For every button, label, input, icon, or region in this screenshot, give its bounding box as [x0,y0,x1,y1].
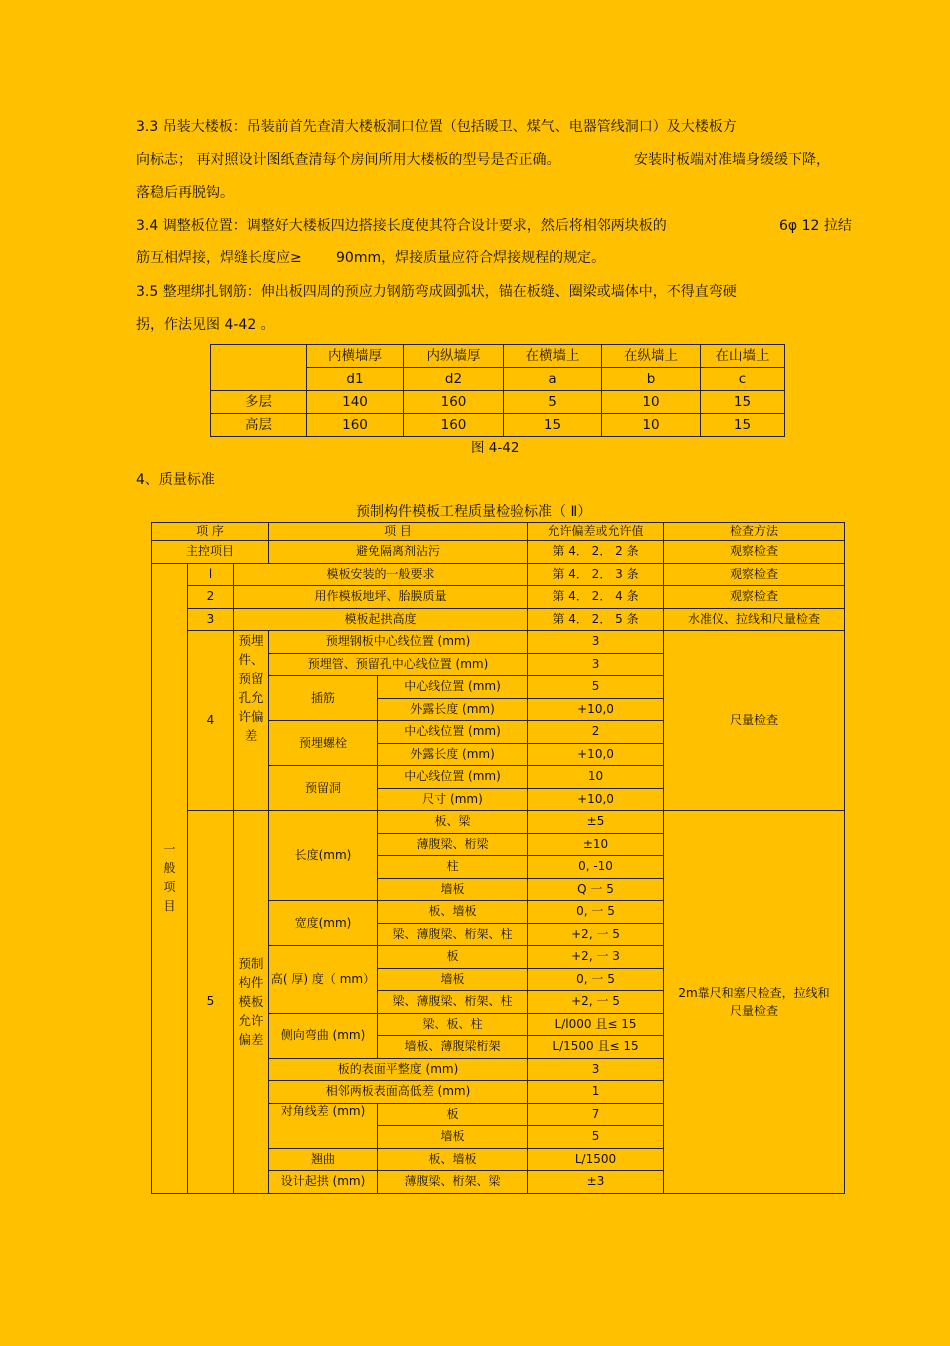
header-cell: 检查方法 [664,523,845,541]
sub-item-cell: 墙板 [378,1126,528,1149]
table-title: 预制构件模板工程质量检验标准（ Ⅱ） [356,504,592,520]
sub-item-cell: 板、墙板 [378,901,528,924]
t1-cell: 10 [602,391,701,414]
sub-item-cell: 中心线位置 (mm) [378,721,528,744]
para-3-4-line2b: 90mm，焊接质量应符合焊接规程的规定。 [336,250,606,266]
sub-item-cell: 梁、薄腹梁、桁架、柱 [378,923,528,946]
quality-standard-table [151,522,845,1194]
category-label: 预制 构件 模板 允许 偏差 [234,811,269,1194]
value-cell: 2 [528,721,664,744]
method-cell: 2m靠尺和塞尺检查，拉线和 尺量检查 [664,811,845,1194]
value-cell: 5 [528,676,664,699]
t1-cell: 高层 [211,414,307,437]
item-cell: 长度(mm) [269,811,378,901]
para-3-3-line2: 向标志； 再对照设计图纸查清每个房间所用大楼板的型号是否正确。 [136,152,561,168]
value-cell: 1 [528,1081,664,1104]
value-cell: Q 一 5 [528,878,664,901]
value-cell: 10 [528,766,664,789]
value-cell: +10,0 [528,788,664,811]
sub-item-cell: 板、梁 [378,811,528,834]
value-cell: +10,0 [528,698,664,721]
sub-item-cell: 外露长度 (mm) [378,743,528,766]
value-cell: L/1500 [528,1148,664,1171]
item-cell: 模板起拱高度 [234,608,528,631]
t1-head: 在山墙上 [701,345,785,368]
value-cell: L/1500 且≤ 15 [528,1036,664,1059]
para-3-5-line1: 3.5 整理绑扎钢筋：伸出板四周的预应力钢筋弯成圆弧状，锚在板缝、圈梁或墙体中，不得直弯硬 [136,284,737,300]
value-cell: 第 4． 2． 4 条 [528,586,664,609]
t1-cell: 10 [602,414,701,437]
item-cell: 用作模板地坪、胎膜质量 [234,586,528,609]
t1-corner [211,345,307,391]
value-cell: 3 [528,1058,664,1081]
value-cell: +2, 一 3 [528,946,664,969]
item-cell: 模板安装的一般要求 [234,563,528,586]
item-cell: 设计起拱 (mm) [269,1171,378,1194]
sub-item-cell: 墙板 [378,968,528,991]
t1-cell: 15 [701,414,785,437]
item-cell: 宽度(mm) [269,901,378,946]
sub-item-cell: 中心线位置 (mm) [378,766,528,789]
method-cell: 水准仪、拉线和尺量检查 [664,608,845,631]
value-cell: 第 4． 2． 2 条 [528,541,664,564]
para-3-4-line2: 筋互相焊接，焊缝长度应≥ [136,250,302,266]
item-cell: 侧向弯曲 (mm) [269,1013,378,1058]
seq-cell: 2 [188,586,234,609]
value-cell: ±3 [528,1171,664,1194]
item-cell: 插筋 [269,676,378,721]
t1-cell: 多层 [211,391,307,414]
table-row [211,391,785,414]
t1-cell: 140 [307,391,404,414]
sub-item-cell: 梁、板、柱 [378,1013,528,1036]
t1-head-sub: c [701,368,785,391]
para-3-5-line2: 拐，作法见图 4-42 。 [136,317,275,333]
value-cell: L/l000 且≤ 15 [528,1013,664,1036]
t1-head-sub: b [602,368,701,391]
fig-4-42-table [210,344,785,437]
t1-head: 内横墙厚 [307,345,404,368]
t1-head-sub: d2 [404,368,504,391]
main-control-label: 主控项目 [152,541,269,564]
t1-head-sub: a [504,368,602,391]
para-3-4-line1b: 6φ 12 拉结 [779,218,852,234]
t1-cell: 5 [504,391,602,414]
sub-item-cell: 中心线位置 (mm) [378,676,528,699]
method-cell: 尺量检查 [664,631,845,811]
value-cell: 0, -10 [528,856,664,879]
para-3-4-line1: 3.4 调整板位置：调整好大楼板四边搭接长度使其符合设计要求，然后将相邻两块板的 [136,218,667,234]
value-cell: +2, 一 5 [528,991,664,1014]
item-cell: 预埋螺栓 [269,721,378,766]
value-cell: 5 [528,1126,664,1149]
figure-caption: 图 4-42 [471,440,520,456]
table-row [211,414,785,437]
t1-cell: 15 [701,391,785,414]
t1-cell: 160 [404,414,504,437]
sub-item-cell: 墙板 [378,878,528,901]
para-3-3-line1: 3.3 吊装大楼板：吊装前首先查清大楼板洞口位置（包括暖卫、煤气、电器管线洞口）及大楼板方 [136,119,737,135]
t1-cell: 160 [307,414,404,437]
sub-item-cell: 薄腹梁、桁梁 [378,833,528,856]
value-cell: ±5 [528,811,664,834]
value-cell: 0, 一 5 [528,968,664,991]
header-cell: 允许偏差或允许值 [528,523,664,541]
item-cell: 板的表面平整度 (mm) [269,1058,528,1081]
item-cell: 预埋管、预留孔中心线位置 (mm) [269,653,528,676]
value-cell: 第 4． 2． 5 条 [528,608,664,631]
sub-item-cell: 柱 [378,856,528,879]
item-cell: 预留洞 [269,766,378,811]
t1-head: 在纵墙上 [602,345,701,368]
value-cell: 3 [528,631,664,654]
seq-cell: l [188,563,234,586]
category-label: 预埋 件、 预留 孔允 许偏 差 [234,631,269,811]
sub-item-cell: 板、墙板 [378,1148,528,1171]
seq-cell: 5 [188,811,234,1194]
item-cell: 预埋钢板中心线位置 (mm) [269,631,528,654]
value-cell: 7 [528,1103,664,1126]
method-cell: 观察检查 [664,541,845,564]
value-cell: 0, 一 5 [528,901,664,924]
value-cell: ±10 [528,833,664,856]
seq-cell: 4 [188,631,234,811]
item-cell: 对角线差 (mm) [269,1103,378,1148]
item-cell: 高( 厚) 度（ mm） [269,946,378,1014]
item-cell: 相邻两板表面高低差 (mm) [269,1081,528,1104]
t1-head: 在横墙上 [504,345,602,368]
value-cell: +10,0 [528,743,664,766]
value-cell: 第 4． 2． 3 条 [528,563,664,586]
sub-item-cell: 墙板、薄腹梁桁架 [378,1036,528,1059]
item-cell: 避免隔离剂沾污 [269,541,528,564]
method-cell: 观察检查 [664,563,845,586]
section-heading: 4、质量标准 [136,472,215,488]
value-cell: +2, 一 5 [528,923,664,946]
method-cell: 观察检查 [664,586,845,609]
sub-item-cell: 板 [378,946,528,969]
para-3-3-line2b: 安装时板端对准墙身缓缓下降， [634,152,830,168]
sub-item-cell: 外露长度 (mm) [378,698,528,721]
header-cell: 项 目 [269,523,528,541]
value-cell: 3 [528,653,664,676]
header-cell: 项 序 [152,523,269,541]
para-3-3-line3: 落稳后再脱钩。 [136,185,234,201]
sub-item-cell: 板 [378,1103,528,1126]
t1-cell: 160 [404,391,504,414]
sub-item-cell: 薄腹梁、桁架、梁 [378,1171,528,1194]
item-cell: 翘曲 [269,1148,378,1171]
t1-head-sub: d1 [307,368,404,391]
general-items-label: 一 般 项 目 [152,563,188,1193]
seq-cell: 3 [188,608,234,631]
sub-item-cell: 尺寸 (mm) [378,788,528,811]
t1-head: 内纵墙厚 [404,345,504,368]
sub-item-cell: 梁、薄腹梁、桁架、柱 [378,991,528,1014]
t1-cell: 15 [504,414,602,437]
